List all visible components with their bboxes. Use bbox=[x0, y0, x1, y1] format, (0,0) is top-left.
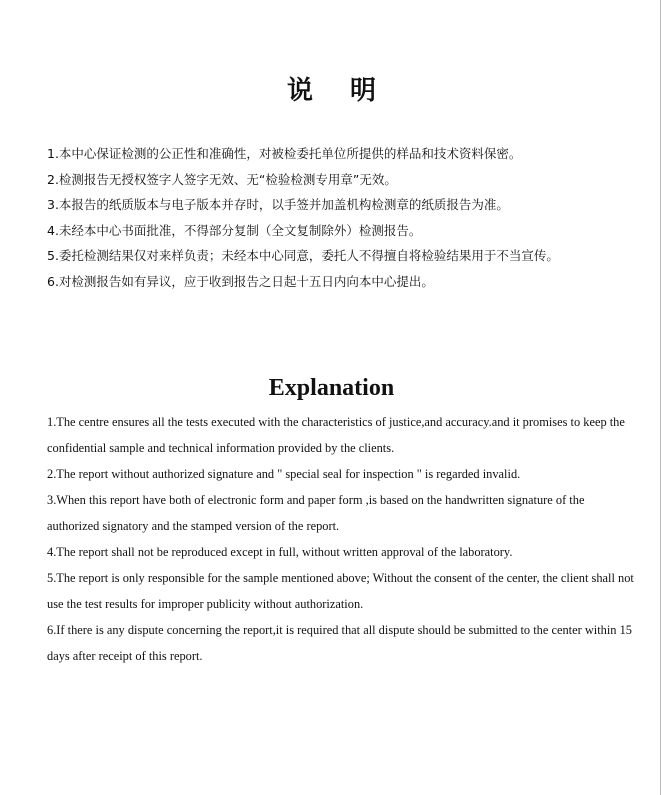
english-statement-item: 5.The report is only responsible for the sample mentioned above; Without the consent of the center, the client shall not use the test results for improper publicity without authorization. bbox=[47, 571, 634, 611]
english-statement-item: 2.The report without authorized signature and " special seal for inspection " is regarded invalid. bbox=[47, 467, 521, 481]
chinese-statement-item: 5.委托检测结果仅对来样负责；未经本中心同意，委托人不得擅自将检验结果用于不当宣传。 bbox=[47, 248, 559, 264]
chinese-statement-list bbox=[47, 141, 647, 295]
english-title: Explanation bbox=[268, 375, 395, 401]
chinese-statement-item: 3.本报告的纸质版本与电子版本并存时，以手签并加盖机构检测章的纸质报告为准。 bbox=[47, 197, 509, 213]
chinese-statement-item: 6.对检测报告如有异议，应于收到报告之日起十五日内向本中心提出。 bbox=[47, 273, 434, 289]
english-statement-item: 6.If there is any dispute concerning the report,it is required that all dispute should be submitted to the center within 15 days after receipt of this report. bbox=[47, 623, 632, 663]
english-statement-list bbox=[47, 409, 637, 669]
chinese-statement-item: 1.本中心保证检测的公正性和准确性，对被检委托单位所提供的样品和技术资料保密。 bbox=[47, 146, 522, 161]
english-statement-item: 3.When this report have both of electronic form and paper form ,is based on the handwritten signature of the authorized signatory and the stamped version of the report. bbox=[47, 493, 585, 533]
chinese-statement-item: 2.检测报告无授权签字人签字无效、无“检验检测专用章”无效。 bbox=[47, 171, 397, 187]
chinese-title: 说 明 bbox=[286, 76, 391, 106]
english-statement-item: 1.The centre ensures all the tests executed with the characteristics of justice,and accuracy.and it promises to keep the confidential sample and technical information provided by the clients. bbox=[47, 415, 625, 455]
chinese-statement-item: 4.未经本中心书面批准，不得部分复制（全文复制除外）检测报告。 bbox=[47, 222, 422, 238]
english-statement-item: 4.The report shall not be reproduced except in full, without written approval of the laboratory. bbox=[47, 545, 513, 559]
